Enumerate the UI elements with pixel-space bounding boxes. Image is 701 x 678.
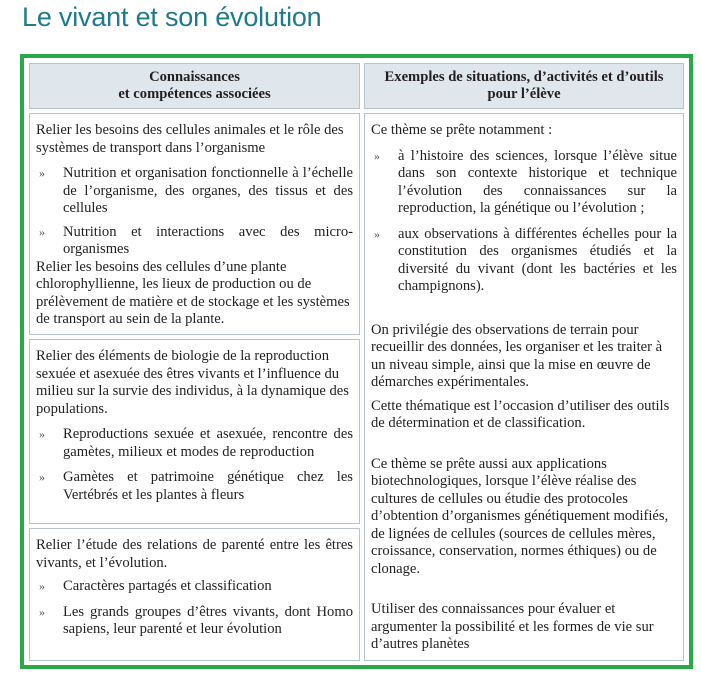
header-right-line1: Exemples de situations, d’activités et d’outils xyxy=(384,69,664,85)
header-left-line2: et compétences associées xyxy=(118,86,271,102)
examples-para-classification: Cette thématique est l’occasion d’utiliser des outils de détermination et de classification. xyxy=(371,397,670,431)
curriculum-table xyxy=(20,54,693,669)
cell3-intro: Relier l’étude des relations de parenté entre les êtres vivants, et l’évolution. xyxy=(36,537,353,571)
examples-para-biotech: Ce thème se prête aussi aux applications biotechnologiques, lorsque l’élève réalise des cultures de cellules ou étudie des protocoles d’obtention d’organismes génétiquement modifiés, de lignées de cellules (sources de cellules mères, croissance, conservation, normes éthiques) ou de clonage. xyxy=(371,455,669,577)
knowledge-cell-reproduction xyxy=(29,339,360,524)
header-left-line1: Connaissances xyxy=(149,69,240,85)
examples-para-other-planets: Utiliser des connaissances pour évaluer et argumenter la possibilité et les formes de vie sur d’autres planètes xyxy=(371,601,654,652)
cell1-bullet-1: » Nutrition et organisation fonctionnelle à l’échelle de l’organisme, des organes, des tissus et des cellules xyxy=(36,165,353,218)
header-examples-column xyxy=(364,63,684,109)
examples-para-fieldwork: On privilégie des observations de terrain pour recueillir des données, les organiser et les traiter à un niveau simple, ainsi que la mise en œuvre de démarches expérimentales. xyxy=(371,321,663,390)
knowledge-cell-evolution xyxy=(29,528,360,661)
cell3-bullet-2: » Les grands groupes d’êtres vivants, dont Homo sapiens, leur parenté et leur évolution xyxy=(36,604,353,639)
cell2-intro: Relier des éléments de biologie de la reproduction sexuée et asexuée des êtres vivants et l’influence du milieu sur la survie des individus, à la dynamique des populations. xyxy=(36,348,349,417)
cell3-bullet-1: » Caractères partagés et classification xyxy=(36,578,353,596)
header-right-line2: pour l’élève xyxy=(487,86,561,102)
page-title: Le vivant et son évolution xyxy=(22,2,322,32)
knowledge-cell-nutrition xyxy=(29,113,360,335)
examples-intro: Ce thème se prête notamment : xyxy=(371,122,553,138)
examples-bullet-2: » aux observations à différentes échelles pour la constitution des organismes étudiés et la diversité du vivant (dont les bactéries et les champignons). xyxy=(371,226,677,296)
cell1-outro: Relier les besoins des cellules d’une plante chlorophyllienne, les lieux de production ou de prélèvement de matière et de stockage et les systèmes de transport au sein de la plante. xyxy=(36,258,350,327)
cell1-bullet-2: » Nutrition et interactions avec des micro-organismes xyxy=(36,224,353,259)
cell2-bullet-1: » Reproductions sexuée et asexuée, rencontre des gamètes, milieux et modes de reproduction xyxy=(36,426,353,461)
examples-cell xyxy=(364,113,684,661)
header-knowledge-column xyxy=(29,63,360,109)
examples-bullet-1: » à l’histoire des sciences, lorsque l’élève situe dans son contexte historique et technique l’évolution des connaissances sur la reproduction, la génétique ou l’évolution ; xyxy=(371,148,677,218)
cell2-bullet-2: » Gamètes et patrimoine génétique chez les Vertébrés et les plantes à fleurs xyxy=(36,469,353,504)
cell1-intro: Relier les besoins des cellules animales et le rôle des systèmes de transport dans l’organisme xyxy=(36,122,344,156)
